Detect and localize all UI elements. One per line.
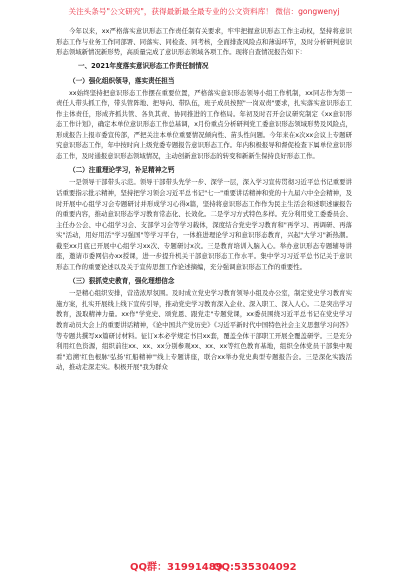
subsection-2-title: （二）注重理论学习，补足精神之钙 [69,166,175,175]
subsection-1-title: （一）强化组织领导，落实责任担当 [69,76,175,85]
document-body [56,26,352,373]
qq-group-number: QQ群：31991489 [130,562,223,573]
subsection-3-title: （三）狠抓党史教育，强化理想信念 [69,277,175,286]
qq-contact-number: QQ:535304092 [213,562,297,573]
section-1-title: 一、2021年度落实意识形态工作责任制情况 [78,61,209,70]
subsection-2-body: 一是领导干部带头示范。领导干部带头先学一步、深学一层，深入学习宣传贯彻习近平总书记重要讲话重要指示批示精神，坚持把学习领会习近平总书记"七一"重要讲话精神和党的十九届六中全会精神，及时开展中心组学习会专题研讨并形成学习心得x篇，坚持将意识形态工作作为民主生活会和述职述廉报告的重要内容，推动意识形态学习教育常态化、长效化。二是学习方式特色多样。充分利用党工委委员会、主任办公会、中心组学习会、支部学习会等学习载体，深度结合党史学习教育和"再学习、再调研、再落实"活动，用好用活"学习强国"等学习平台，一体推进理论学习和意识形态教育，兴起"大学习"新热潮。截至xx月底已开展中心组学习xx次、专题研讨x次。三是教育培训入脑入心。举办意识形态专题辅导讲座，邀请市委网信办xx授课，进一步提升机关干部意识形态工作水平。集中学习习近平总书记关于意识形态工作的重要论述以及关于宣传思想工作论述摘编，充分强调意识形态工作的重要性。 [56,178,352,271]
promo-banner: 关注头条号"公文研究"，获得最新最全最专业的公文资料库！ 微信：gongwenyj [68,7,340,16]
intro-paragraph: 今年以来，xx严格落实意识形态工作责任制有关要求，牢牢把握意识形态工作主动权，坚持将意识形态工作与业务工作同部署、同落实、同检查、同考核，全面排查风险点和薄弱环节，及时分析研判意识形态领域新情况新形势，高质量完成了意识形态领域各项工作。现将自查情况报告如下： [56,27,352,57]
subsection-1-body: xx始终坚持把意识形态工作摆在重要位置，严格落实意识形态领导小组工作机制，xx同志作为第一责任人带头抓工作，带头管阵地、把导向、带队伍，班子成员按照"一岗双责"要求，扎实落实意识形态工作主体责任，形成齐抓共管、各负其责、协同推进的工作格局。年初及时召开会议研究制定《xx意识形态工作计划》，确定本单位意识形态工作总基调，x月份重点分析研判党工委意识形态领域形势及风险点，形成报告上报市委宣传部，严把关注本单位重要情况倾向性、苗头性问题。今年来在x次xx会议上专题研究意识形态工作，年中按时向上级党委专题报告意识形态工作。年内积极报导和督促检查下属单位意识形态工作，及时通报意识形态领域情况，主动创新意识形态的转变和新新生保持良好形态工作。 [56,88,352,160]
subsection-3-body: 一是精心组织安排，营造浓厚氛围。及时成立党史学习教育领导小组及办公室，制定党史学习教育实施方案，扎实开展线上线下宣传引导，推动党史学习教育深入企业、深入职工、深入人心。二是突出学习教育，汲取精神力量。xx作"学党史、颂党恩、跟党走"专题党课，xx委员围绕习近平总书记在党史学习教育动员大会上的重要讲话精神，《论中国共产党历史》《习近平新时代中国特色社会主义思想学习问答》等专题共撰写xx篇研讨材料。征订x本必学规定书目xx套，覆盖全体干部职工开展全覆盖研学。三是充分利用红色资源，组织前往xx、xx、xx分别参观xx、xx、xx等红色教育基地，组织全体党员干部集中观看"追溯'红色根脉'弘扬'红船精神'"线上专题讲座，联合xx举办党史典型专题报告会。三是深化实践活动，推动走深走实。积极开展"我为群众 [56,289,352,372]
footer-banner [0,561,408,575]
